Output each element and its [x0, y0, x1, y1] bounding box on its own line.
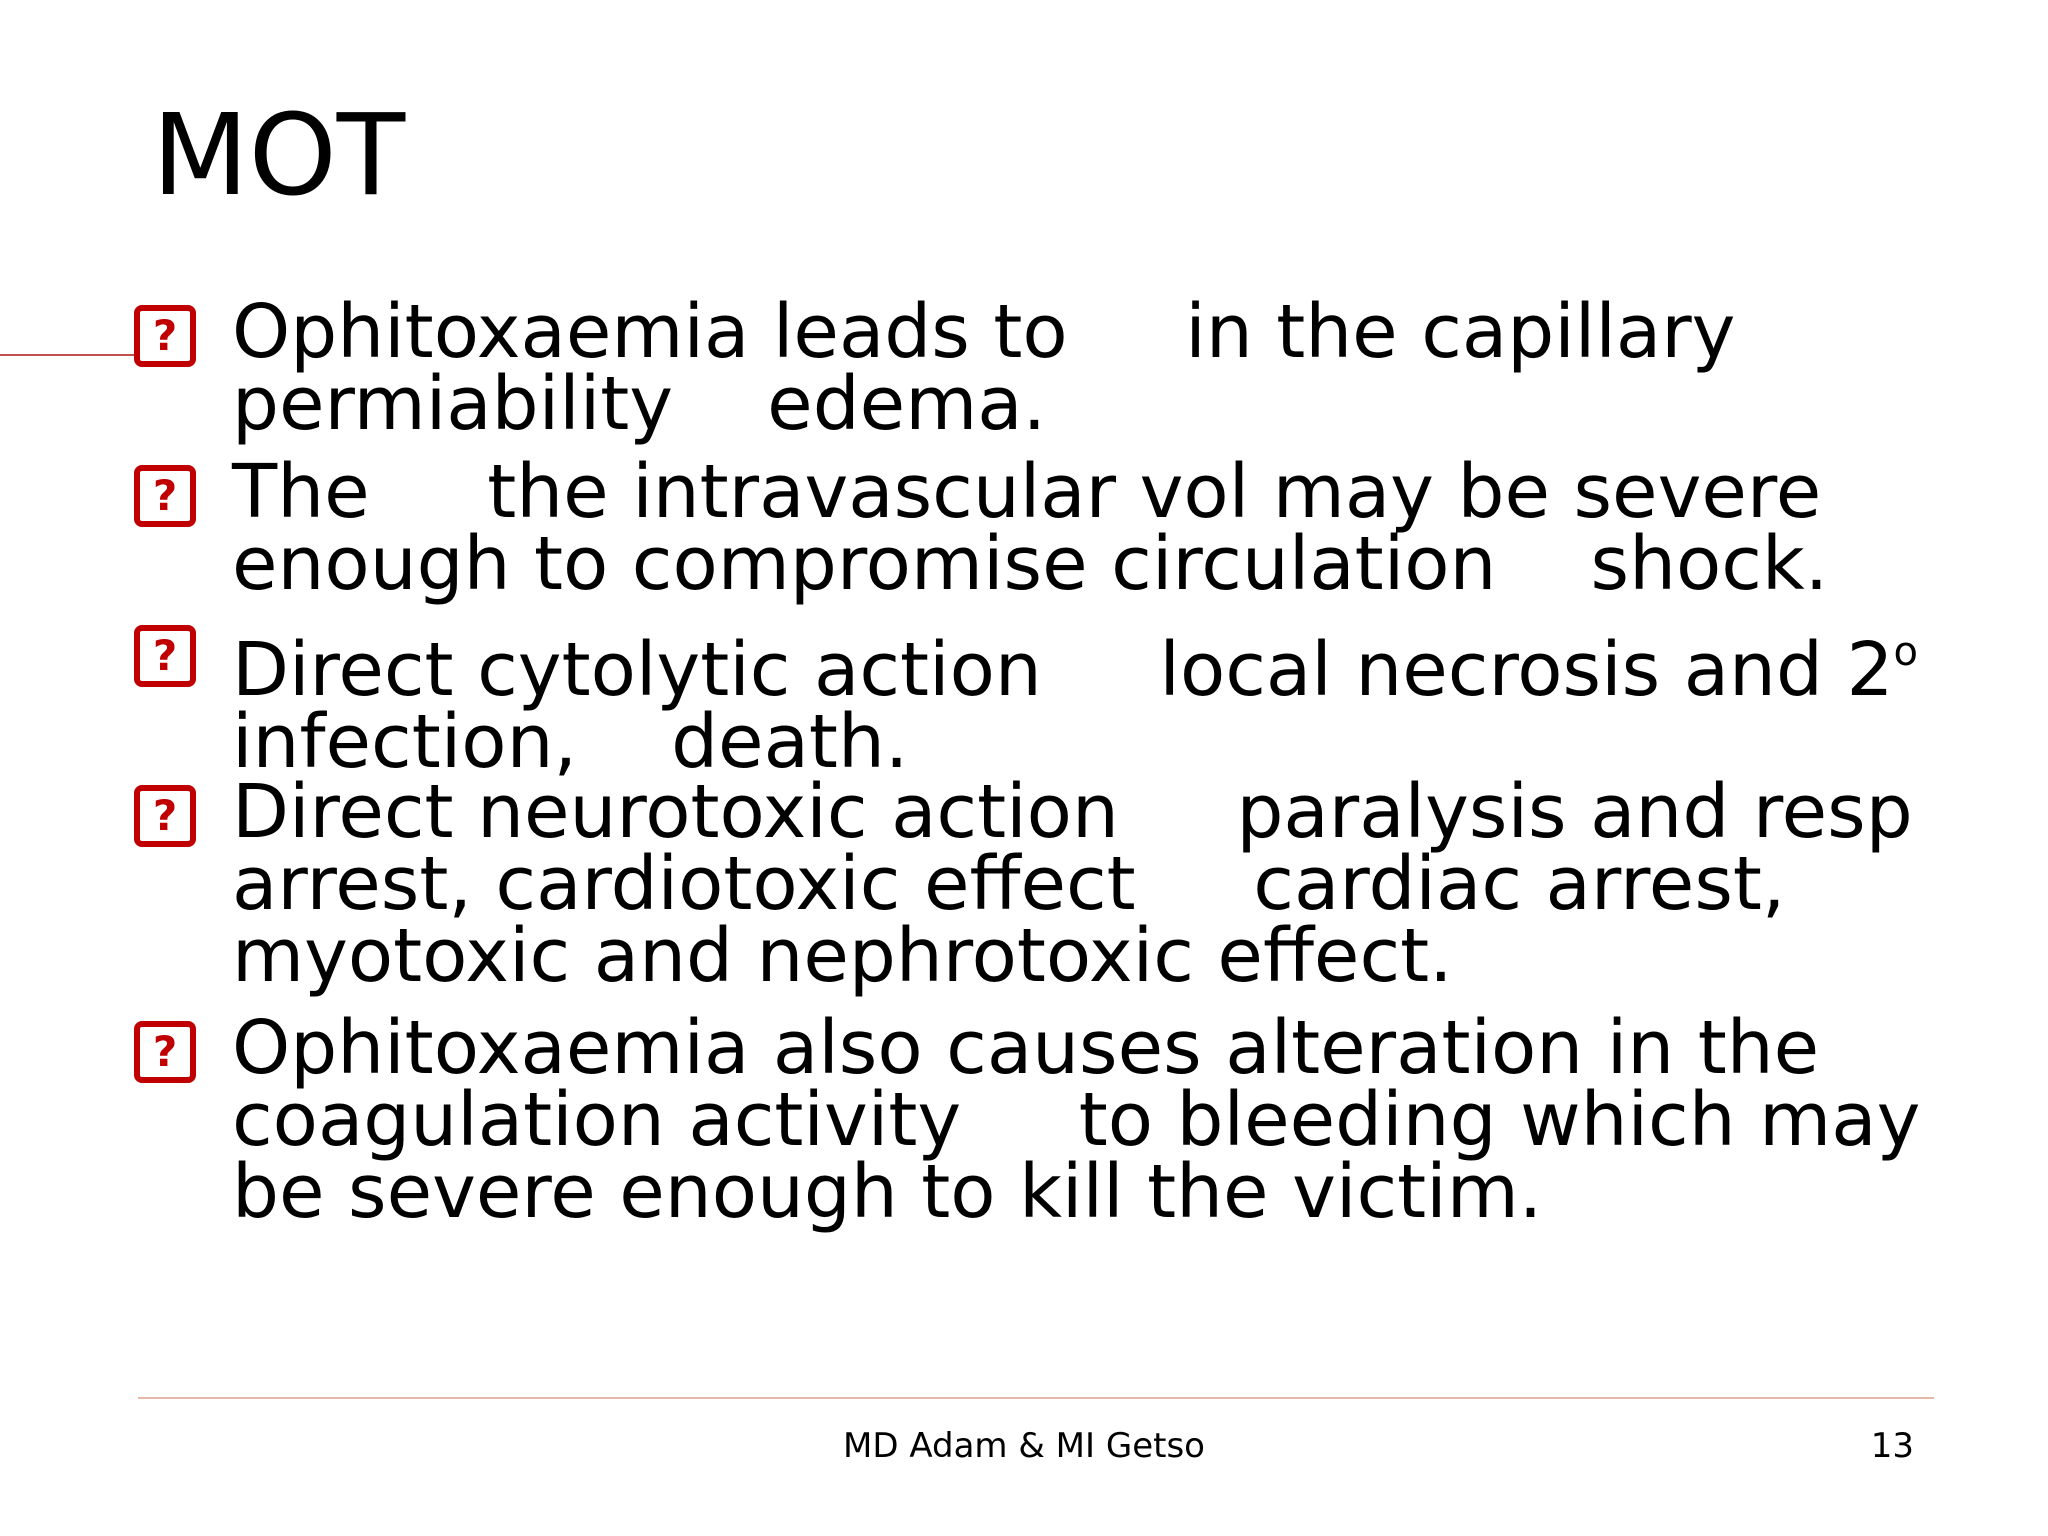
bullet-line: arrest, cardiotoxic effect cardiac arrest, [232, 841, 1786, 927]
bullet-line: enough to compromise circulation shock. [232, 521, 1829, 607]
bullet-line: infection, death. [232, 699, 909, 785]
bullet-item-3 [232, 616, 1972, 785]
bullet-line: Ophitoxaemia also causes alteration in the [232, 1005, 1820, 1091]
bullet-line-text: Direct cytolytic action local necrosis and 2 [232, 627, 1894, 713]
footer-author: MD Adam & MI Getso [843, 1426, 1205, 1466]
page-number: 13 [1870, 1426, 1914, 1466]
bullet-line: coagulation activity to bleeding which may [232, 1077, 1921, 1163]
footer-divider [138, 1397, 1934, 1399]
bullet-line: Direct neurotoxic action paralysis and resp [232, 769, 1913, 855]
bullet-line: The the intravascular vol may be severe [232, 449, 1822, 535]
missing-symbol-icon: ? [134, 305, 196, 367]
bullet-item-4 [232, 769, 1972, 999]
accent-rule [0, 354, 138, 356]
degree-superscript: o [1893, 629, 1919, 675]
missing-symbol-icon: ? [134, 1021, 196, 1083]
bullet-line: be severe enough to kill the victim. [232, 1149, 1543, 1235]
bullet-line: myotoxic and nephrotoxic effect. [232, 913, 1453, 999]
bullet-item-1 [232, 289, 1972, 447]
bullet-line: Ophitoxaemia leads to in the capillary [232, 289, 1736, 375]
missing-symbol-icon: ? [134, 625, 196, 687]
bullet-item-2 [232, 449, 1972, 607]
slide-title: MOT [152, 91, 406, 221]
missing-symbol-icon: ? [134, 785, 196, 847]
bullet-line: permiability edema. [232, 361, 1047, 447]
missing-symbol-icon: ? [134, 465, 196, 527]
bullet-line [232, 616, 1972, 713]
bullet-item-5 [232, 1005, 1972, 1235]
